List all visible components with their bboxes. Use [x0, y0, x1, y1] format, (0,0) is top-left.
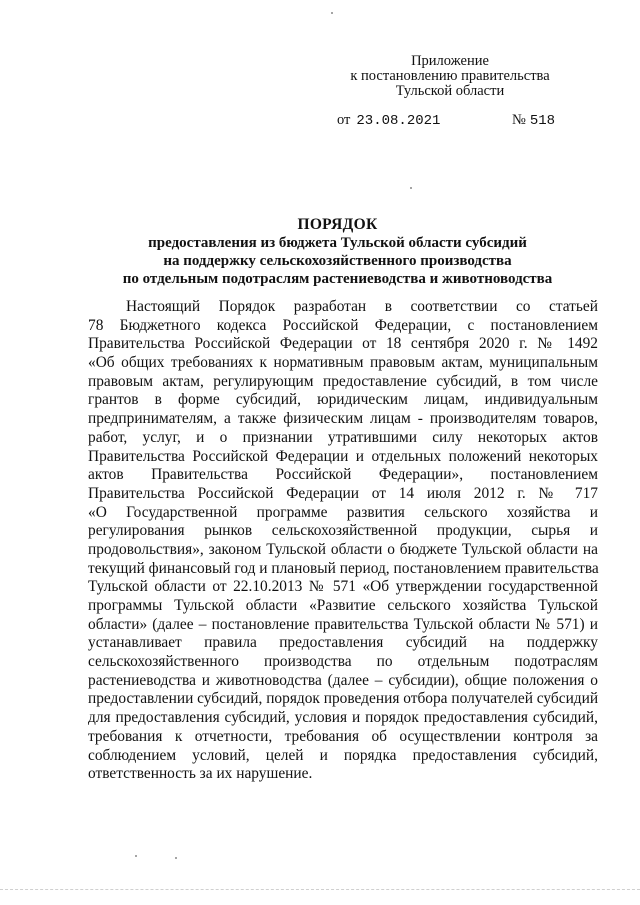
subtitle-line: предоставления из бюджета Тульской области субсидий [148, 235, 527, 251]
body-line: требования к отчетности, требования об осуществлении контроля за [88, 727, 598, 745]
body-line: Правительства Российской Федерации от 18 сентября 2020 г. № 1492 [88, 335, 598, 353]
body-paragraph [88, 298, 598, 784]
date-line [337, 112, 440, 129]
scan-speck [135, 855, 137, 857]
scan-speck [331, 12, 333, 14]
document-number: 518 [529, 113, 556, 129]
body-line: предпринимателям, а также физическим лицам - производителям товаров, [88, 410, 598, 428]
body-line: актов Правительства Российской Федерации», постановлением [88, 466, 598, 484]
appendix-line: к постановлению правительства [350, 68, 550, 84]
body-line: Правительства Российской Федерации и отдельных положений некоторых [88, 447, 598, 465]
body-line: «О Государственной программе развития сельского хозяйства и [88, 503, 598, 521]
subtitle-line: на поддержку сельскохозяйственного производства [163, 253, 512, 269]
document-subtitle [100, 234, 575, 288]
number-line [512, 112, 555, 129]
body-line: продовольствия», законом Тульской области о бюджете Тульской области на [88, 540, 598, 558]
body-line: правовым актам, регулирующим предоставление субсидий, в том числе [88, 372, 598, 390]
date-prefix: от [337, 112, 351, 128]
body-line: ответственность за их нарушение. [88, 765, 313, 783]
appendix-line: Приложение [411, 53, 489, 69]
body-line: области» (далее – постановление правительства Тульской области № 571) и [88, 615, 598, 633]
body-line: соблюдением условий, целей и порядка предоставления субсидий, [88, 746, 598, 764]
body-line: для предоставления субсидий, условия и порядок предоставления субсидий, [88, 709, 598, 727]
document-title: ПОРЯДОК [297, 216, 378, 233]
scan-speck [175, 857, 177, 859]
body-line: Правительства Российской Федерации от 14 июля 2012 г. № 717 [88, 484, 598, 502]
body-line: регулирования рынков сельскохозяйственной продукции, сырья и [88, 522, 598, 540]
body-line: сельскохозяйственного производства по отдельным подотраслям [88, 653, 598, 671]
body-line: текущий финансовый год и плановый период, постановлением правительства [88, 559, 599, 577]
body-line: Настоящий Порядок разработан в соответствии со статьей [126, 298, 598, 315]
body-line: программы Тульской области «Развитие сельского хозяйства Тульской [88, 597, 598, 614]
body-line: устанавливает правила предоставления субсидий на поддержку [88, 634, 598, 652]
document-date: 23.08.2021 [356, 113, 441, 129]
body-line: растениеводства и животноводства (далее – субсидии), общие положения о [88, 671, 598, 689]
body-line: грантов в форме субсидий, юридическим лицам, индивидуальным [88, 391, 598, 409]
appendix-block [330, 54, 570, 99]
body-line: Тульской области от 22.10.2013 № 571 «Об утверждении государственной [88, 578, 598, 596]
subtitle-line: по отдельным подотраслям растениеводства и животноводства [122, 271, 553, 287]
body-line: «Об общих требованиях к нормативным правовым актам, муниципальным [88, 354, 598, 372]
appendix-line: Тульской области [395, 83, 505, 99]
body-line: работ, услуг, и о признании утратившими силу некоторых актов [88, 428, 598, 446]
body-line: предоставлении субсидий, порядок проведения отбора получателей субсидий [88, 690, 599, 708]
scan-edge-artifact [0, 889, 640, 893]
scan-speck [410, 187, 412, 189]
body-line: 78 Бюджетного кодекса Российской Федерации, с постановлением [88, 316, 598, 334]
number-prefix: № [512, 112, 526, 128]
